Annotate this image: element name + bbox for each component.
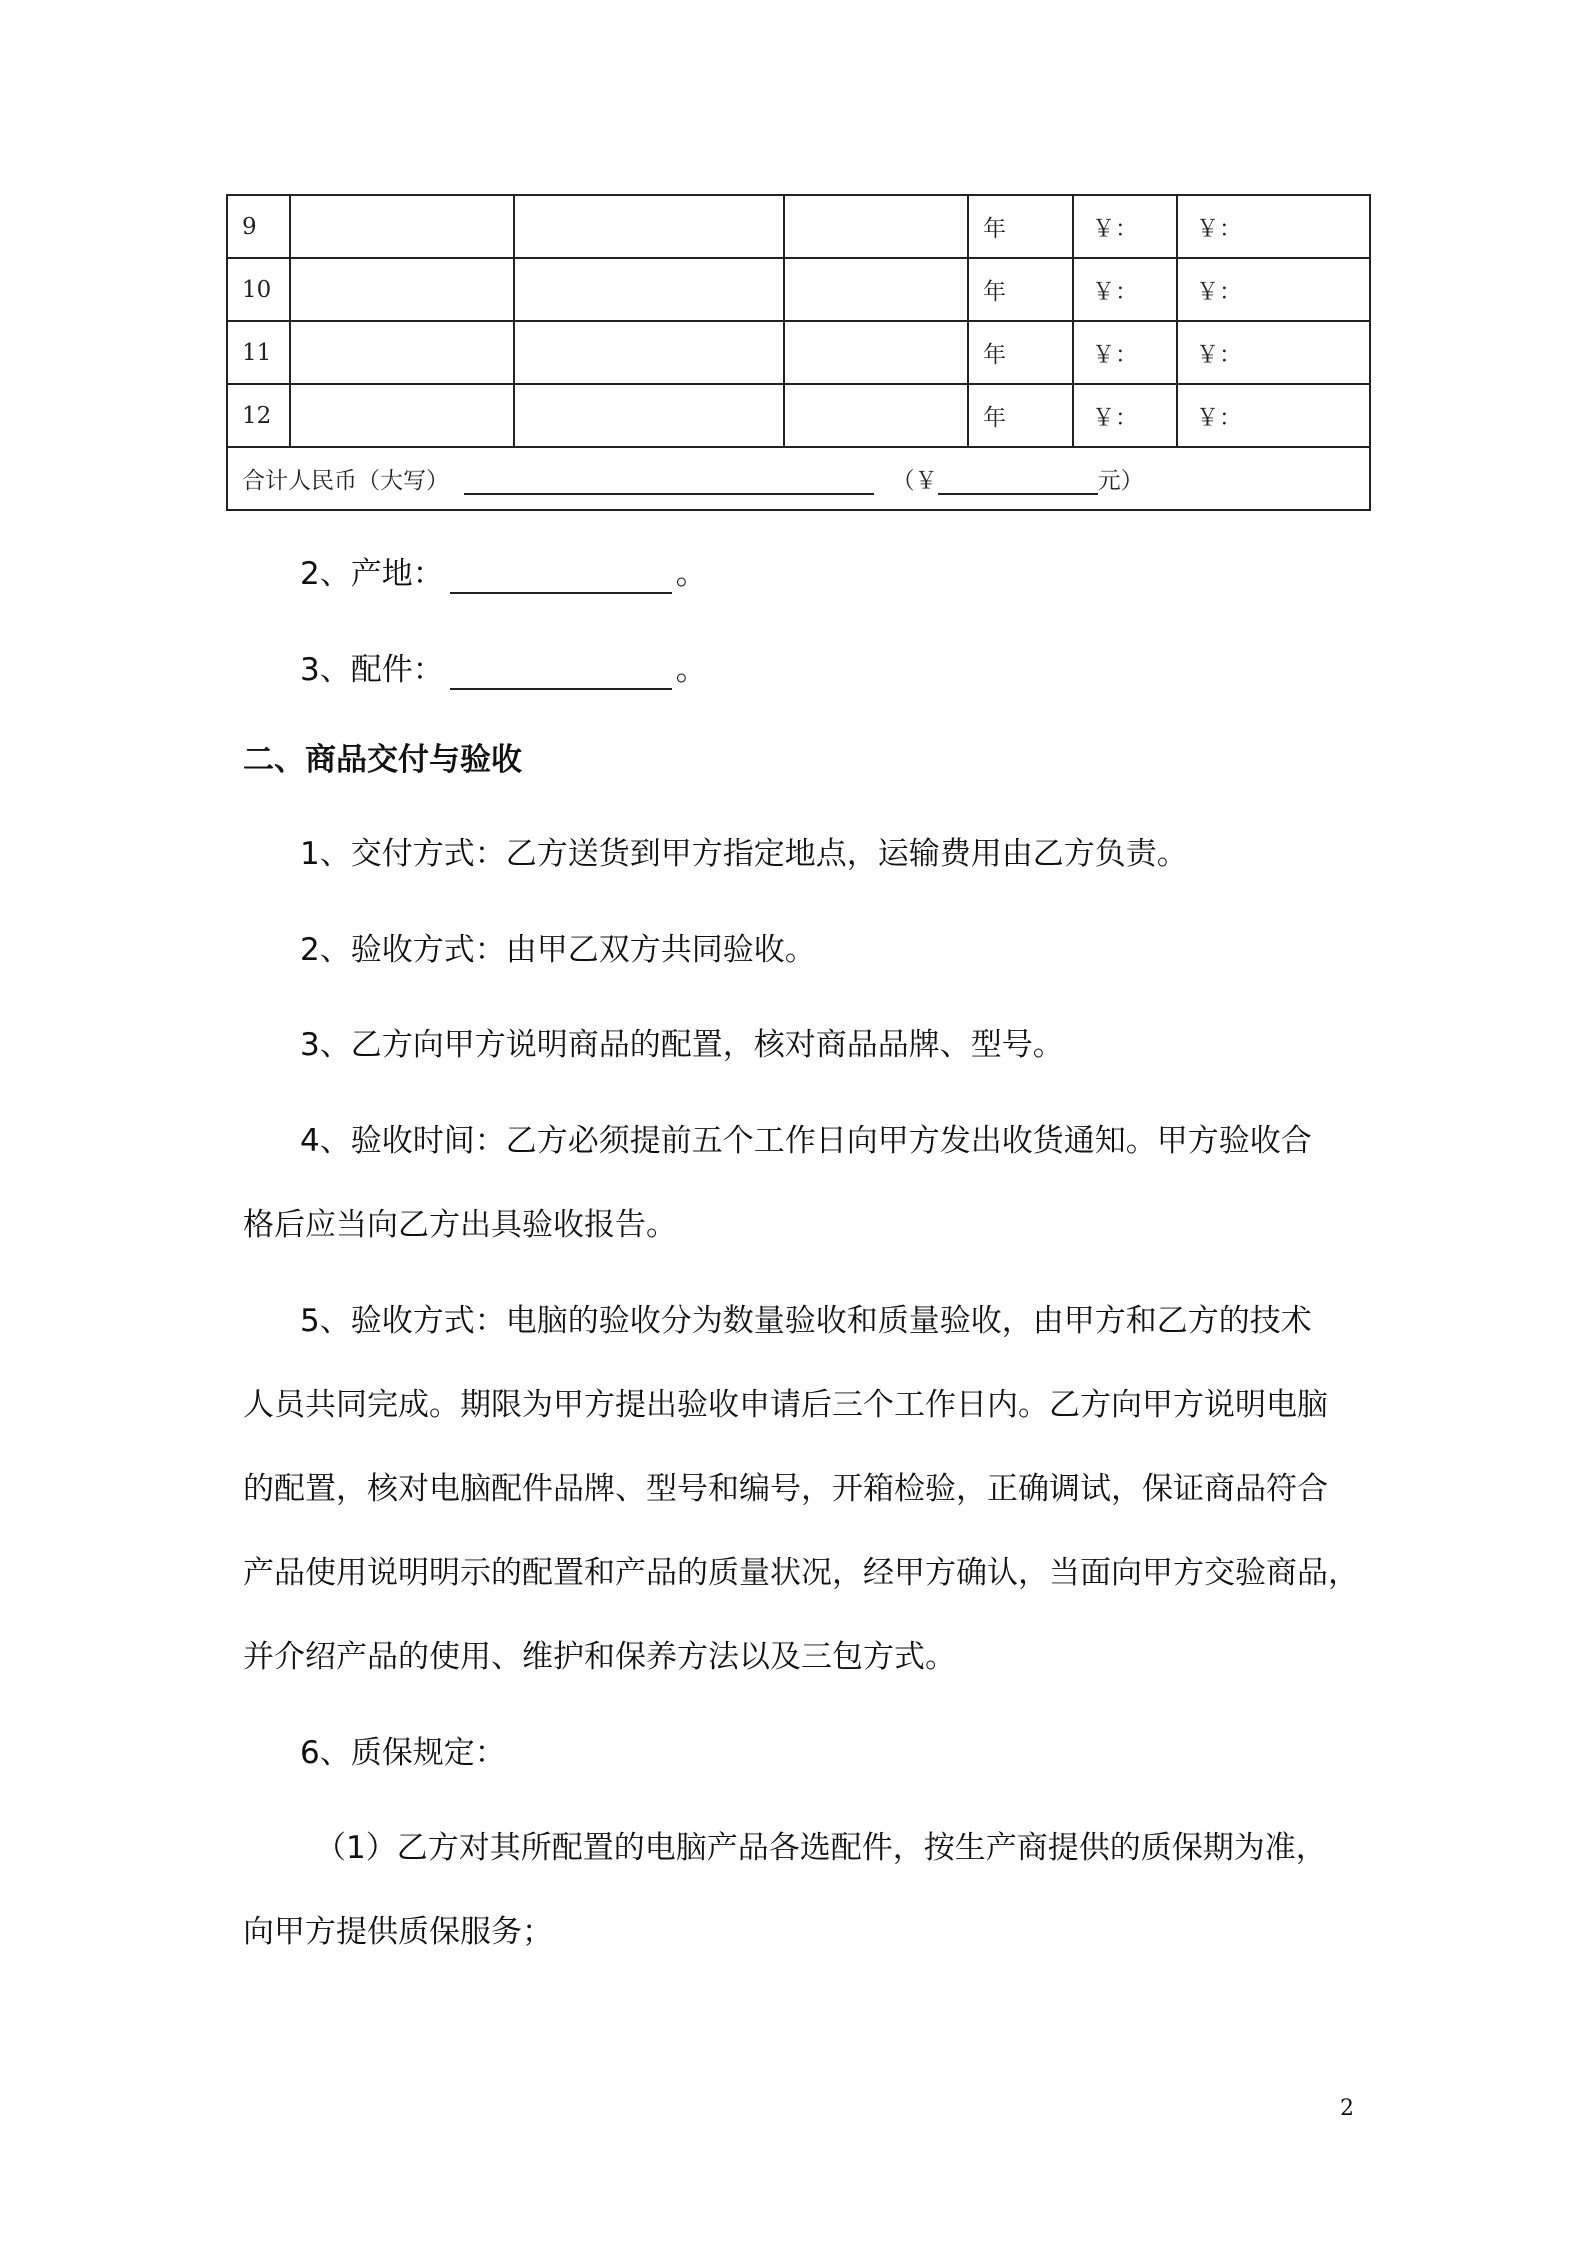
amount-words-blank[interactable]: [464, 469, 874, 495]
paragraph-4-line-2: 格后应当向乙方出具验收报告。: [243, 1207, 677, 1243]
origin-line: [300, 554, 707, 594]
blank-cell: [290, 384, 514, 447]
total-cell-merged: [227, 447, 1370, 510]
unit-cell: 年: [968, 195, 1073, 258]
blank-cell: [784, 384, 968, 447]
total-label: 合计人民币（大写）: [242, 468, 449, 494]
paragraph-3: 3、乙方向甲方说明商品的配置，核对商品品牌、型号。: [300, 1027, 1064, 1063]
section-title: 二、商品交付与验收: [243, 742, 522, 778]
unit-cell: 年: [968, 258, 1073, 321]
table-row: [227, 258, 1370, 321]
blank-cell: [784, 195, 968, 258]
total-row: [227, 447, 1370, 510]
total-cell: ￥：: [1177, 321, 1370, 384]
accessories-blank[interactable]: [450, 656, 672, 690]
price-cell: ￥：: [1073, 384, 1177, 447]
total-cell: ￥：: [1177, 258, 1370, 321]
paragraph-5-line-4: 产品使用说明明示的配置和产品的质量状况，经甲方确认，当面向甲方交验商品，: [243, 1555, 1359, 1591]
total-open: （￥: [891, 468, 938, 494]
origin-end: 。: [675, 556, 707, 592]
paragraph-5-line-2: 人员共同完成。期限为甲方提出验收申请后三个工作日内。乙方向甲方说明电脑: [243, 1387, 1328, 1423]
unit-cell: 年: [968, 384, 1073, 447]
origin-blank[interactable]: [450, 560, 672, 594]
blank-cell: [784, 321, 968, 384]
item-table: [226, 194, 1371, 511]
table-row: [227, 195, 1370, 258]
price-cell: ￥：: [1073, 195, 1177, 258]
blank-cell: [514, 258, 784, 321]
table-row: [227, 321, 1370, 384]
paragraph-4-line-1: 4、验收时间：乙方必须提前五个工作日向甲方发出收货通知。甲方验收合: [300, 1123, 1312, 1159]
paragraph-2: 2、验收方式：由甲乙双方共同验收。: [300, 932, 816, 968]
blank-cell: [290, 195, 514, 258]
total-cell: ￥：: [1177, 384, 1370, 447]
row-number: 10: [227, 258, 290, 321]
unit-cell: 年: [968, 321, 1073, 384]
paragraph-7-line-1: （1）乙方对其所配置的电脑产品各选配件，按生产商提供的质保期为准，: [315, 1830, 1327, 1866]
blank-cell: [514, 321, 784, 384]
table-row: [227, 384, 1370, 447]
paragraph-7-line-2: 向甲方提供质保服务；: [243, 1914, 553, 1950]
paragraph-5-line-1: 5、验收方式：电脑的验收分为数量验收和质量验收，由甲方和乙方的技术: [300, 1303, 1312, 1339]
price-cell: ￥：: [1073, 258, 1177, 321]
row-number: 12: [227, 384, 290, 447]
total-unit: 元）: [1097, 468, 1144, 494]
total-cell: ￥：: [1177, 195, 1370, 258]
blank-cell: [514, 384, 784, 447]
blank-cell: [784, 258, 968, 321]
row-number: 9: [227, 195, 290, 258]
paragraph-5-line-3: 的配置，核对电脑配件品牌、型号和编号，开箱检验，正确调试，保证商品符合: [243, 1471, 1328, 1507]
accessories-label: 3、配件：: [300, 652, 444, 688]
page-number: 2: [1340, 2096, 1354, 2121]
paragraph-5-line-5: 并介绍产品的使用、维护和保养方法以及三包方式。: [243, 1639, 956, 1675]
blank-cell: [290, 258, 514, 321]
accessories-line: [300, 650, 707, 690]
paragraph-6: 6、质保规定：: [300, 1735, 506, 1771]
blank-cell: [290, 321, 514, 384]
row-number: 11: [227, 321, 290, 384]
accessories-end: 。: [675, 652, 707, 688]
paragraph-1: 1、交付方式：乙方送货到甲方指定地点，运输费用由乙方负责。: [300, 836, 1188, 872]
price-cell: ￥：: [1073, 321, 1177, 384]
origin-label: 2、产地：: [300, 556, 444, 592]
blank-cell: [514, 195, 784, 258]
amount-number-blank[interactable]: [938, 469, 1098, 495]
